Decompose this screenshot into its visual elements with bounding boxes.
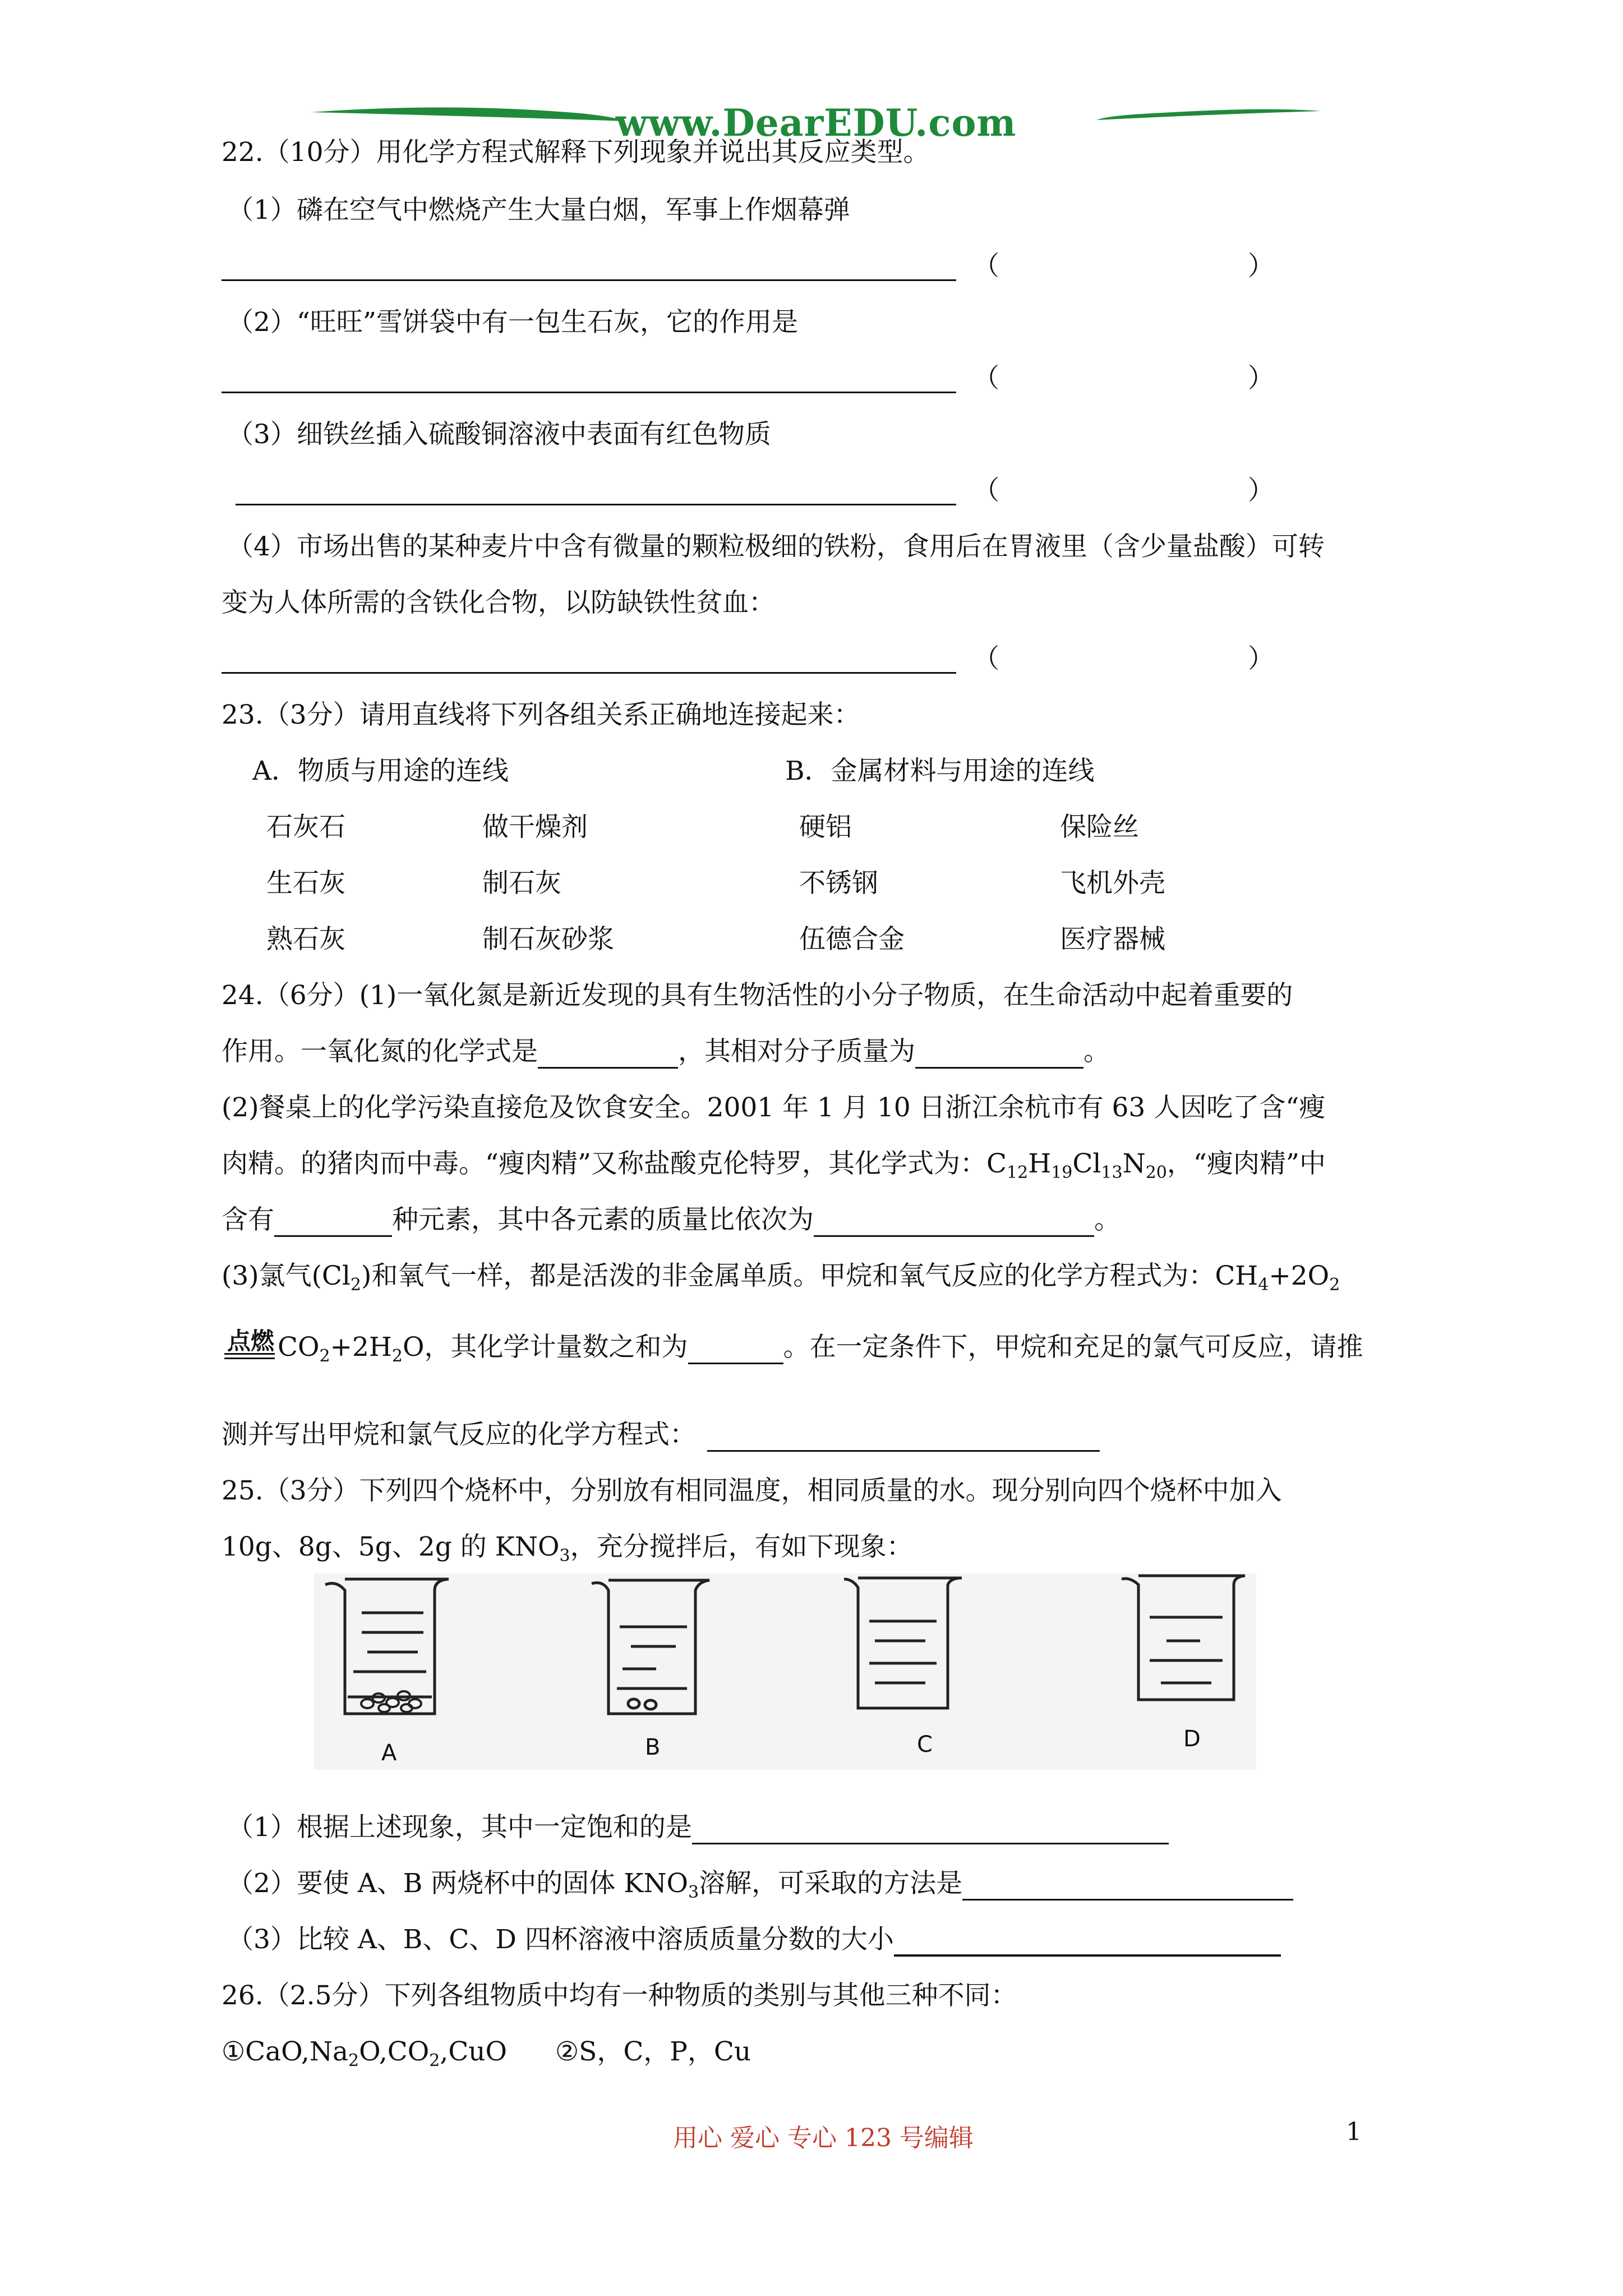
q24-subscript: 20 [1145,1163,1167,1182]
q25-mass-list: 10g、8g、5g、2g 的 KNO [222,1531,560,1562]
q25-subscript: 3 [688,1883,699,1902]
q25-dissolve-prompt: （2）要使 A、B 两烧杯中的固体 KNO [227,1868,688,1899]
q24-coefficient-prompt: O，其化学计量数之和为 [402,1332,688,1363]
q24-element-h: H [1028,1148,1052,1179]
q24-formula-blank[interactable] [538,1040,678,1069]
q23-b-left-item[interactable]: 不锈钢 [799,868,878,899]
q24-subscript: 19 [1051,1163,1073,1182]
q22-close-paren-2: ） [1248,363,1274,394]
q25-saturated-prompt: （1）根据上述现象，其中一定饱和的是 [227,1812,692,1843]
q24-subscript: 2 [319,1346,330,1366]
q25-line-1: 25.（3分）下列四个烧杯中，分别放有相同温度，相同质量的水。现分别向四个烧杯中加入 [222,1475,1282,1506]
q24-subscript: 2 [1329,1275,1340,1295]
q24-subscript: 12 [1007,1163,1029,1182]
q24-line-1: 24.（6分）(1)一氧化氮是新近发现的具有生物活性的小分子物质，在生命活动中起着重要的 [222,980,1293,1011]
q24-subscript: 2 [350,1275,361,1295]
q22-item-2: （2）“旺旺”雪饼袋中有一包生石灰，它的作用是 [227,307,798,338]
q23-a-left-item[interactable]: 生石灰 [266,868,345,899]
q26-group-1 [222,2035,507,2069]
q22-close-paren-1: ） [1248,251,1274,282]
q22-open-paren-1: （ [973,251,999,282]
q24-nitric-oxide-prompt: 作用。一氧化氮的化学式是 [222,1036,538,1067]
q24-chlorine-text: (3)氯气(Cl [222,1260,351,1291]
q24-line-7 [278,1331,1363,1364]
q26-title: 26.（2.5分）下列各组物质中均有一种物质的类别与其他三种不同： [222,1980,1017,2011]
q24-oxygen-text: +2O [1269,1260,1330,1291]
q26-oxides-text: ,CuO [440,2036,508,2067]
q24-contains-text: 含有 [222,1204,274,1235]
q24-line-4 [222,1147,1326,1181]
q24-element-cl: Cl [1072,1148,1101,1179]
q22-answer-blank-4[interactable] [222,672,956,674]
q25-compare-blank[interactable] [894,1927,1281,1957]
q26-oxides-text: O,CO [359,2036,430,2067]
footer-editor-note: 用心 爱心 专心 123 号编辑 [673,2124,974,2152]
page-number: 1 [1346,2118,1362,2146]
q22-open-paren-2: （ [973,363,999,394]
q24-equation-prompt: 测并写出甲烷和氯气反应的化学方程式： [222,1419,696,1450]
q24-clenbuterol-tail: ，“瘦肉精”中 [1166,1148,1326,1179]
q22-answer-blank-2[interactable] [222,392,956,393]
q22-answer-blank-1[interactable] [222,279,956,281]
header-site-url[interactable]: www.DearEDU.com [615,101,1017,145]
q24-methane-text: )和氧气一样，都是活泼的非金属单质。甲烷和氧气反应的化学方程式为：CH [361,1260,1258,1291]
q25-subscript: 3 [559,1546,570,1566]
q24-period: 。 [1083,1036,1110,1067]
q24-mass-ratio-prompt: 种元素，其中各元素的质量比依次为 [392,1204,814,1235]
q24-line-3: (2)餐桌上的化学污染直接危及饮食安全。2001 年 1 月 10 日浙江余杭市有 63 人因吃了含“瘦 [222,1092,1326,1123]
q23-b-left-item[interactable]: 硬铝 [799,812,852,843]
q23-a-right-item[interactable]: 制石灰 [482,868,561,899]
q23-b-left-item[interactable]: 伍德合金 [799,924,905,955]
q24-element-n: N [1122,1148,1146,1179]
q24-line-5 [222,1203,1121,1237]
q24-period: 。 [1094,1204,1121,1235]
q24-molar-mass-blank[interactable] [915,1040,1083,1069]
q25-compare-prompt: （3）比较 A、B、C、D 四杯溶液中溶质质量分数的大小 [227,1924,894,1955]
q24-line-8 [222,1418,1100,1452]
q24-water-text: +2H [330,1332,392,1363]
beaker-label-b: B [645,1734,661,1760]
q23-b-right-item[interactable]: 保险丝 [1060,812,1139,843]
q26-oxides-text: ①CaO,Na [222,2036,348,2067]
q24-coefficient-blank[interactable] [688,1336,783,1364]
equation-double-bar-top [224,1353,275,1355]
q25-sub-3 [227,1923,1281,1957]
q24-subscript: 13 [1101,1163,1123,1182]
q22-item-1: （1）磷在空气中燃烧产生大量白烟，军事上作烟幕弹 [227,195,850,226]
q25-sub-2 [227,1867,1293,1901]
q24-line-6 [222,1259,1340,1293]
q24-equation-blank[interactable] [707,1423,1100,1452]
q25-method-prompt: 溶解，可采取的方法是 [699,1868,963,1899]
q24-co2-text: CO [278,1332,320,1363]
q22-item-4-line2: 变为人体所需的含铁化合物，以防缺铁性贫血： [222,587,775,618]
q22-answer-blank-3[interactable] [236,504,956,505]
q26-subscript: 2 [429,2051,440,2070]
q23-title: 23.（3分）请用直线将下列各组关系正确地连接起来： [222,700,860,730]
beaker-label-a: A [381,1740,397,1766]
beakers-figure [314,1573,1256,1770]
q23-a-right-item[interactable]: 制石灰砂浆 [482,924,614,955]
q22-open-paren-4: （ [973,643,999,674]
q24-element-count-blank[interactable] [274,1208,392,1237]
q23-a-right-item[interactable]: 做干燥剂 [482,812,588,843]
q22-open-paren-3: （ [973,475,999,506]
q24-inference-text: 。在一定条件下，甲烷和充足的氯气可反应，请推 [783,1332,1363,1363]
q22-close-paren-4: ） [1248,643,1274,674]
ignition-condition-label: 点燃 [227,1327,275,1355]
q26-subscript: 2 [348,2051,359,2070]
q23-a-left-item[interactable]: 熟石灰 [266,924,345,955]
q22-item-3: （3）细铁丝插入硫酸铜溶液中表面有红色物质 [227,419,771,450]
beaker-label-c: C [917,1732,933,1757]
q25-phenomenon-text: ，充分搅拌后，有如下现象： [570,1531,913,1562]
beaker-label-d: D [1183,1726,1201,1752]
q26-group-2: ②S，C，P，Cu [555,2036,751,2067]
q25-sub-1 [227,1811,1169,1844]
equation-double-bar-bottom [224,1358,275,1359]
q24-mass-ratio-blank[interactable] [814,1208,1094,1237]
q22-title: 22.（10分）用化学方程式解释下列现象并说出其反应类型。 [222,137,930,168]
q25-saturated-blank[interactable] [692,1816,1169,1844]
q23-b-right-item[interactable]: 飞机外壳 [1060,868,1165,899]
q25-method-blank[interactable] [962,1872,1293,1901]
q23-group-a-heading: A．物质与用途的连线 [252,756,509,786]
q24-molar-mass-prompt: ，其相对分子质量为 [678,1036,915,1067]
q23-b-right-item[interactable]: 医疗器械 [1060,924,1165,955]
q22-item-4-line1: （4）市场出售的某种麦片中含有微量的颗粒极细的铁粉，食用后在胃液里（含少量盐酸）可转 [227,531,1325,562]
q23-a-left-item[interactable]: 石灰石 [266,812,345,843]
q25-line-2 [222,1530,913,1564]
q24-subscript: 2 [391,1346,403,1366]
q22-close-paren-3: ） [1248,475,1274,506]
q24-line-2 [222,1035,1110,1069]
q23-group-b-heading: B．金属材料与用途的连线 [785,756,1095,786]
q24-subscript: 4 [1258,1275,1269,1295]
q24-clenbuterol-text: 肉精。的猪肉而中毒。“瘦肉精”又称盐酸克伦特罗，其化学式为：C [222,1148,1007,1179]
